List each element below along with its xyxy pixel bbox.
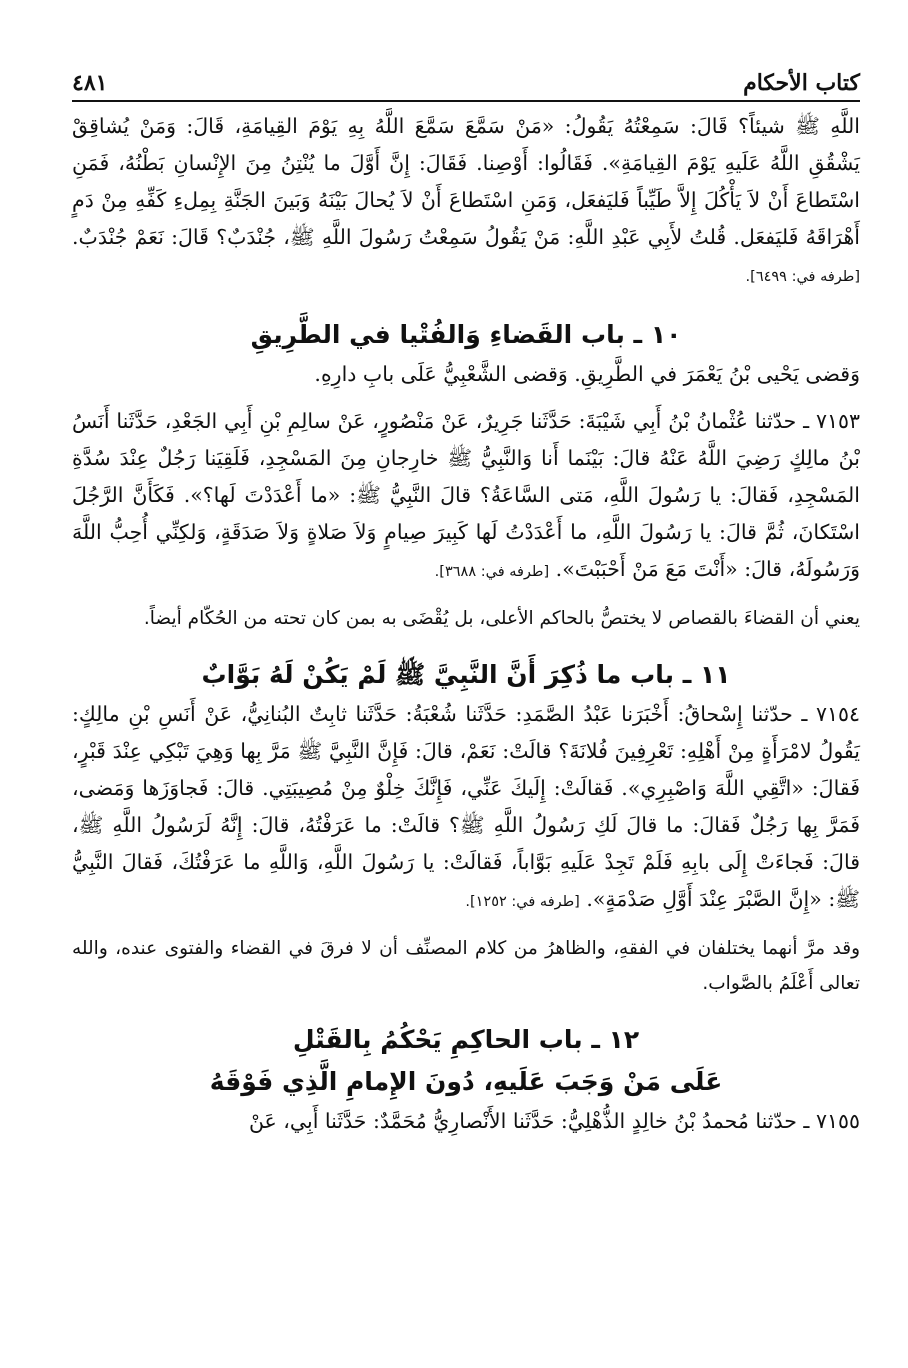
cross-reference: [طرفه في: ٣٦٨٨]. (434, 564, 550, 580)
chapter-heading-11: ١١ ـ باب ما ذُكِرَ أَنَّ النَّبِيَّ ﷺ لَمْ يَكُنْ لَهُ بَوَّابٌ (201, 660, 731, 689)
commentary-note: وقد مرَّ أنهما يختلفان في الفقهِ، والظاهرُ من كلام المصنِّف أن لا فرقَ في القضاء والفتوى عنده، والله تعالى أَعْلَمُ بالصَّواب. (72, 938, 860, 994)
chapter-heading-10: ١٠ ـ باب القَضاءِ وَالفُتْيا في الطَّرِيقِ (250, 320, 682, 349)
book-title: كتاب الأحكام (743, 70, 860, 96)
chapter-heading-12: ١٢ ـ باب الحاكِمِ يَحْكُمُ بِالقَتْلِ (292, 1025, 640, 1054)
chapter-heading-12-subtitle: عَلَى مَنْ وَجَبَ عَلَيهِ، دُونَ الإِمامِ الَّذِي فَوْقَهُ (209, 1067, 723, 1096)
page-header (72, 52, 860, 96)
chapter-intro-text: وَقضى يَحْيى بْنُ يَعْمَرَ في الطَّرِيقِ. وَقضى الشَّعْبِيُّ عَلَى بابِ دارِهِ. (314, 362, 860, 386)
header-rule (72, 100, 860, 102)
page-content (72, 108, 860, 1140)
cross-reference: [طرفه في: ٦٤٩٩]. (745, 269, 860, 285)
commentary-note: يعني أن القضاءَ بالقصاص لا يختصُّ بالحاكم الأعلى، بل يُقْضَى به بمن كان تحته من الحُكّام أيضاً. (143, 608, 860, 629)
hadith-7153: ٧١٥٣ ـ حدّثنا عُثْمانُ بْنُ أَبِي شَيْبَةَ: حَدَّثَنا جَرِيرٌ، عَنْ مَنْصُورٍ، عَنْ سالِمِ بْنِ أَبِي الجَعْدِ، حَدَّثَنا أَنَسُ بْنُ مالِكٍ رَضِيَ اللَّهُ عَنْهُ قالَ: بَيْنَما أَنا وَالنَّبِيُّ ﷺ خارِجانِ مِنَ المَسْجِدِ، فَلَقِيَنا رَجُلٌ عِنْدَ سُدَّةِ المَسْجِدِ، فَقالَ: يا رَسُولَ اللَّهِ، مَتى السَّاعَةُ؟ قالَ النَّبِيُّ ﷺ: «ما أَعْدَدْتَ لَها؟». فَكَأَنَّ الرَّجُلَ اسْتَكانَ، ثُمَّ قالَ: يا رَسُولَ اللَّهِ، ما أَعْدَدْتُ لَها كَبِيرَ صِيامٍ وَلاَ صَلاةٍ وَلاَ صَدَقَةٍ، وَلكِنِّي أُحِبُّ اللَّهَ وَرَسُولَهُ، قالَ: «أَنْتَ مَعَ مَنْ أَحْبَبْتَ». [طرفه في: ٣٦٨٨]. (72, 409, 860, 581)
cross-reference: [طرفه في: ١٢٥٢]. (465, 894, 580, 910)
hadith-7152-continued: اللَّهِ ﷺ شيئاً؟ قَالَ: سَمِعْتُهُ يَقُولُ: «مَنْ سَمَّعَ سَمَّعَ اللَّهُ بِهِ يَوْمَ القِيامَةِ، قَالَ: وَمَنْ يُشاقِقْ يَشْقُقِ اللَّهُ عَلَيهِ يَوْمَ القِيامَةِ». فَقَالُوا: أَوْصِنا. فَقَالَ: إِنَّ أَوَّلَ ما يُنْتِنُ مِنَ الإِنْسانِ بَطْنُهُ، فَمَنِ اسْتَطاعَ أَنْ لاَ يَأْكُلَ إِلاَّ طَيِّباً فَليَفعَل، وَمَنِ اسْتَطاعَ أَنْ لاَ يُحالَ بَيْنَهُ وَبَينَ الجَنَّةِ بِمِلءِ كَفِّهِ مِنْ دَمٍ أَهْرَاقَهُ فَليَفعَل. قُلتُ لأَبِي عَبْدِ اللَّهِ: مَنْ يَقُولُ سَمِعْتُ رَسُولَ اللَّهِ ﷺ، جُنْدَبٌ؟ قَالَ: نَعَمْ جُنْدَبٌ. [طرفه في: ٦٤٩٩]. (72, 114, 860, 285)
page-number: ٤٨١ (72, 70, 108, 96)
hadith-7155: ٧١٥٥ ـ حدّثنا مُحمدُ بْنُ خالِدٍ الذُّهْلِيُّ: حَدَّثَنا الأَنْصارِيُّ مُحَمَّدٌ: حَدَّثَنا أَبِي، عَنْ (248, 1109, 860, 1133)
hadith-7154: ٧١٥٤ ـ حدّثنا إِسْحاقُ: أَخْبَرَنا عَبْدُ الصَّمَدِ: حَدَّثَنا شُعْبَةُ: حَدَّثَنا ثابِتٌ البُنانِيُّ، عَنْ أَنَسِ بْنِ مالِكٍ: يَقُولُ لامْرَأَةٍ مِنْ أَهْلِهِ: تَعْرِفِينَ فُلانَةَ؟ قالَتْ: نَعَمْ، قالَ: فَإِنَّ النَّبِيَّ ﷺ مَرَّ بِها وَهِيَ تَبْكِي عِنْدَ قَبْرٍ، فَقالَ: «اتَّقِي اللَّهَ وَاصْبِرِي». فَقالَتْ: إِلَيكَ عَنِّي، فَإِنَّكَ خِلْوٌ مِنْ مُصِيبَتِي. قالَ: فَجاوَزَها وَمَضى، فَمَرَّ بِها رَجُلٌ فَقالَ: ما قالَ لَكِ رَسُولُ اللَّهِ ﷺ؟ قالَتْ: ما عَرَفْتُهُ، قالَ: إِنَّهُ لَرَسُولُ اللَّهِ ﷺ، قالَ: فَجاءَتْ إِلَى بابِهِ فَلَمْ تَجِدْ عَلَيهِ بَوَّاباً، فَقالَتْ: يا رَسُولَ اللَّهِ، وَاللَّهِ ما عَرَفْتُكَ، فَقالَ النَّبِيُّ ﷺ: «إِنَّ الصَّبْرَ عِنْدَ أَوَّلِ صَدْمَةٍ». [طرفه في: ١٢٥٢]. (72, 702, 860, 911)
